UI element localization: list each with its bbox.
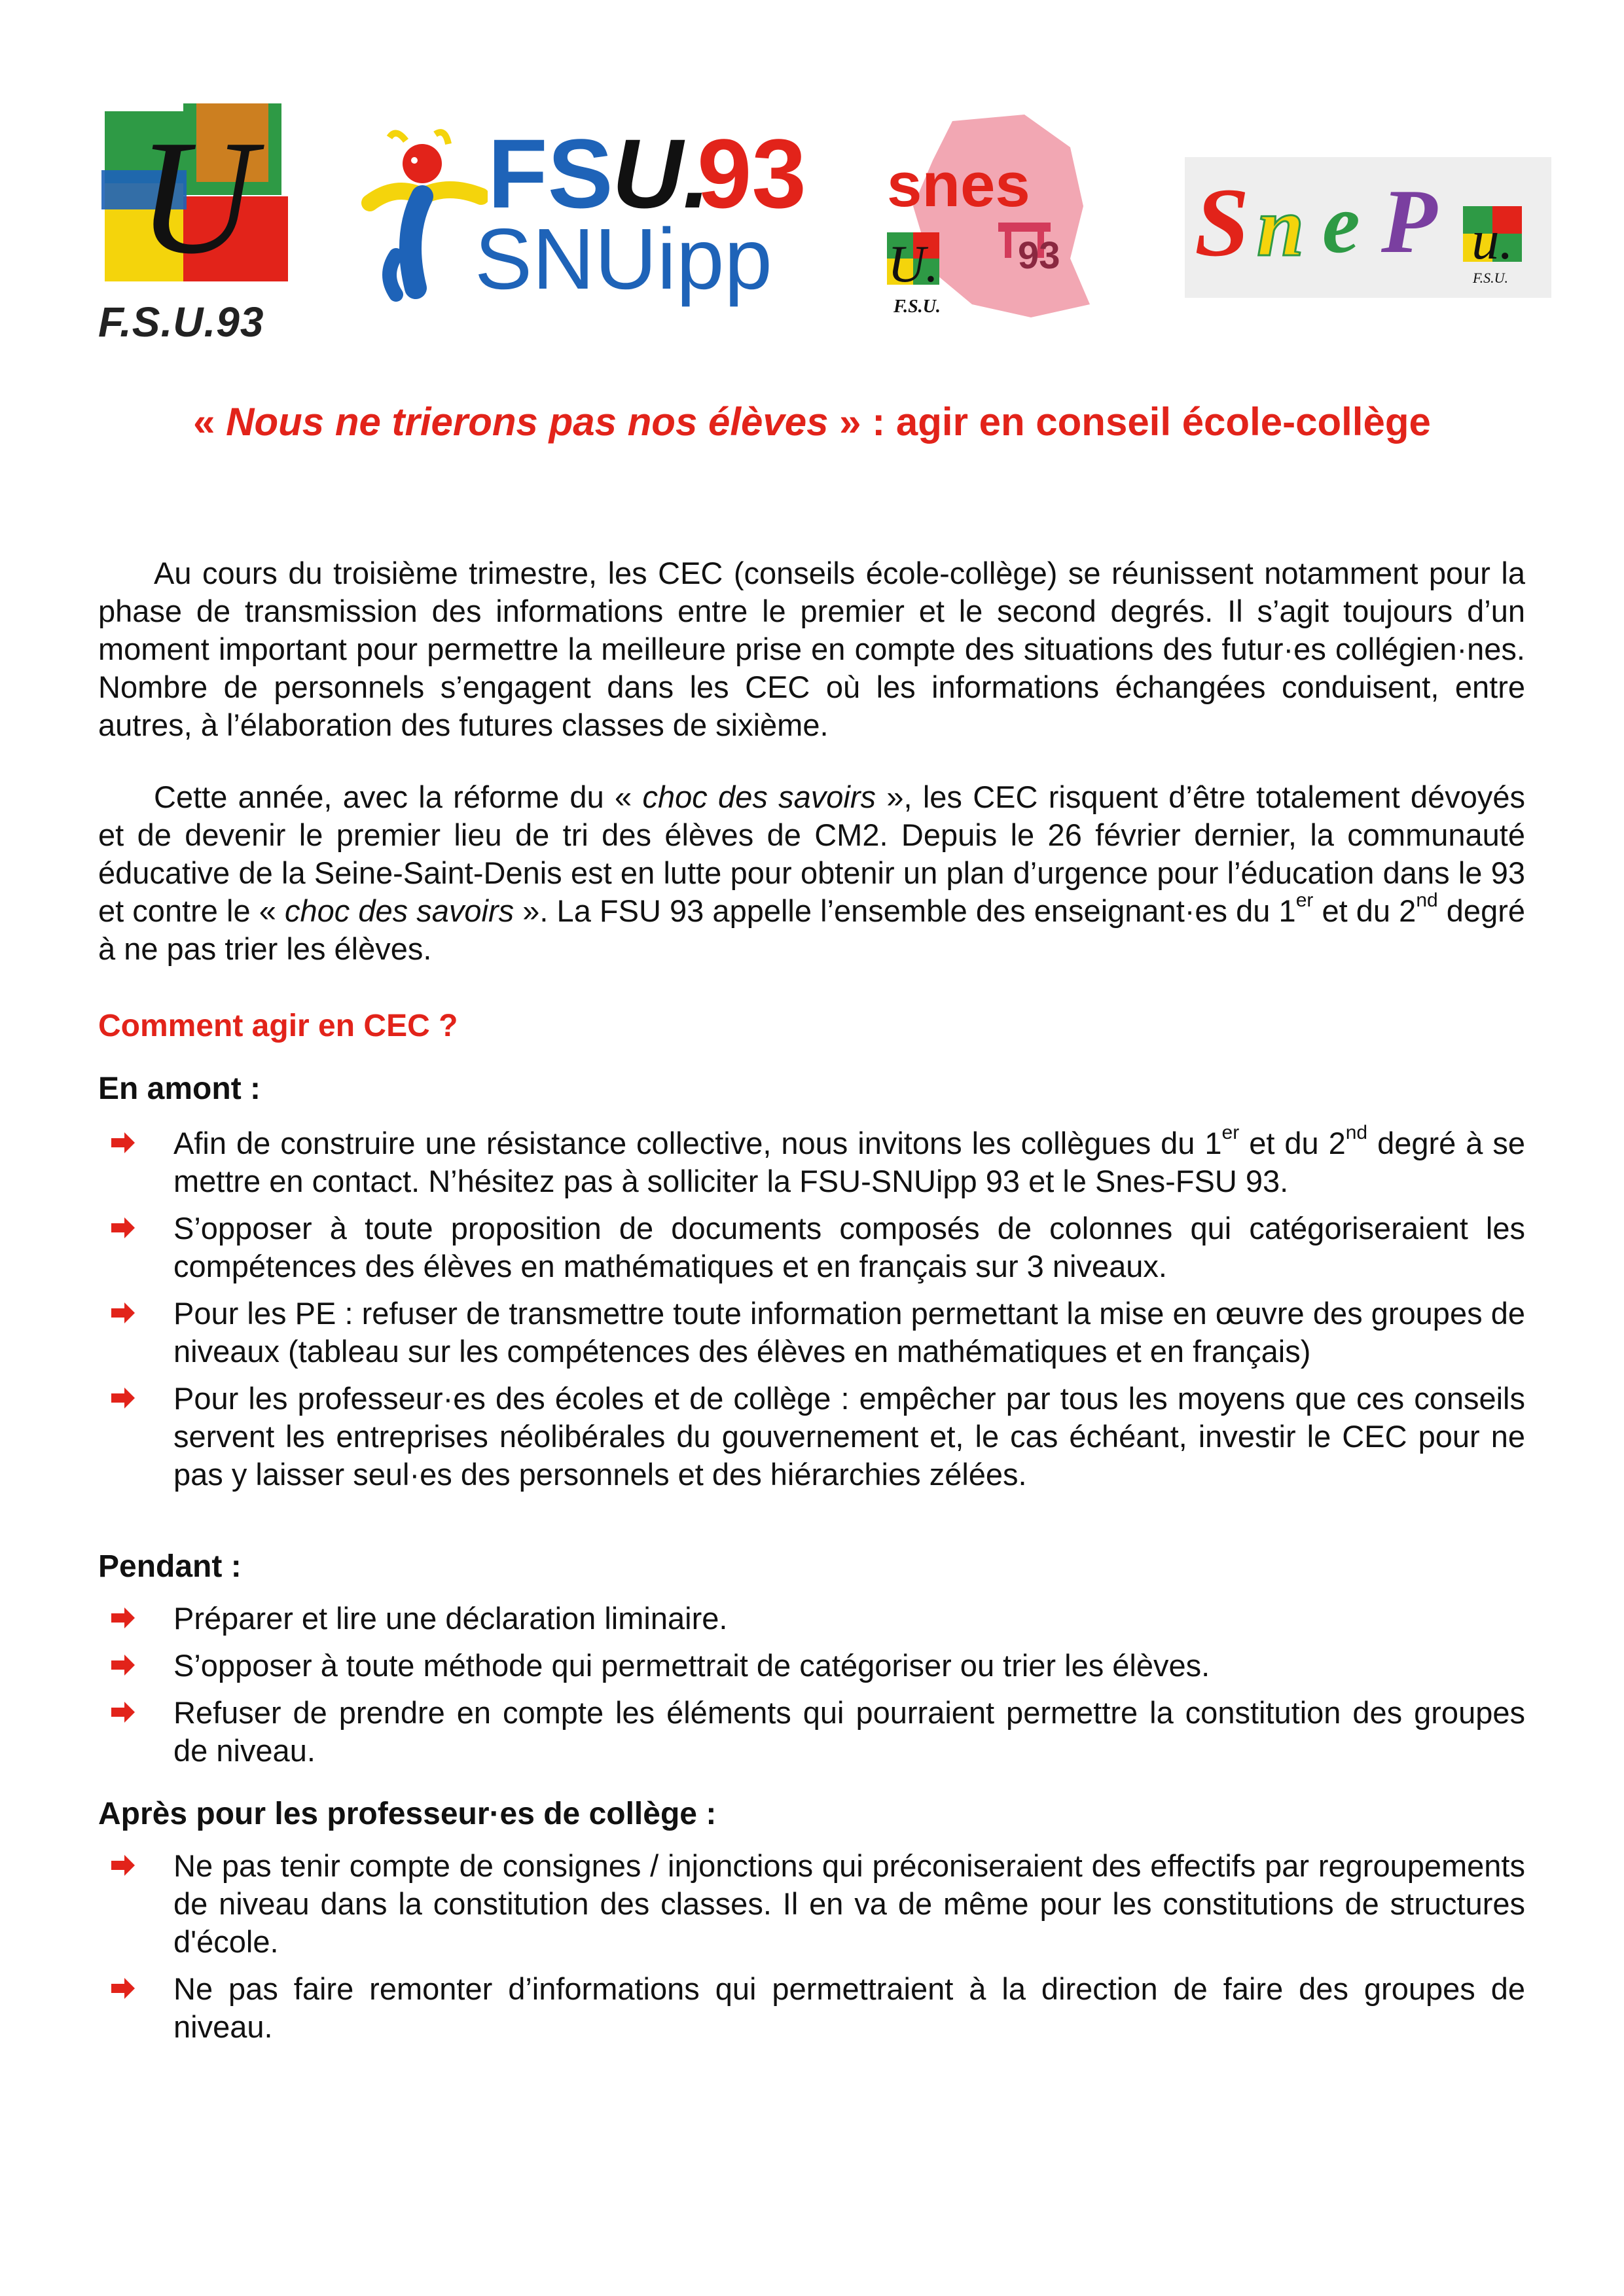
intro-paragraph-2: [98, 778, 1525, 968]
apres-item-text: Ne pas tenir compte de consignes / injonctions qui préconiseraient des effectifs par regroupements de niveau dans la constitution des classes. Il en va de même pour les constitutions de structures d'école.: [173, 1848, 1525, 1959]
list-item: [98, 1647, 1525, 1685]
para2-text-c: », les CEC risquent d’être totalement dévoyés et de devenir le premier lieu de tri des élèves de CM2. Depuis le 26 février dernier, la communauté éducative de la Seine-Saint-Denis est en lutte pour obtenir un plan d’urgence pour l’éducation dans le 93 et contre le «: [98, 780, 1525, 928]
snuipp-logo-u: U.: [612, 118, 710, 228]
para2-text-e: ». La FSU 93 appelle l’ensemble des enseignant·es du 1: [514, 893, 1296, 928]
amont-item2-text: S’opposer à toute proposition de documents composés de colonnes qui catégoriseraient les compétences des élèves en mathématiques et en français sur 3 niveaux.: [173, 1211, 1525, 1283]
svg-text:u.: u.: [1471, 209, 1513, 271]
red-arrow-bullet-icon: [110, 1300, 136, 1326]
list-item: [98, 1295, 1525, 1371]
list-item: [98, 1380, 1525, 1494]
list-item: [98, 1694, 1525, 1770]
red-arrow-bullet-icon: [110, 1975, 136, 2001]
red-arrow-bullet-icon: [110, 1652, 136, 1678]
child-figure-icon: [357, 124, 488, 308]
para2-text-g: degré à ne pas trier les élèves.: [98, 893, 1526, 966]
red-arrow-bullet-icon: [110, 1852, 136, 1878]
title-open-quote: «: [193, 400, 226, 444]
logos-header: [0, 92, 1624, 353]
title-rest: » : agir en conseil école-collège: [828, 400, 1431, 444]
amont-item1-a: Afin de construire une résistance collective, nous invitons les collègues du 1: [173, 1126, 1222, 1160]
red-arrow-bullet-icon: [110, 1385, 136, 1411]
snes93-logo-mark: [874, 108, 1096, 331]
intro-paragraph-1: Au cours du troisième trimestre, les CEC (conseils école-collège) se réunissent notamment pour la phase de transmission des informations entre le premier et le second degrés. Il s’agit toujours d’un moment important pour permettre la meilleure prise en compte des situations des futur·es collégien·nes. Nombre de personnels s’engagent dans les CEC où les informations échangées conduisent, entre autres, à l’élaboration des futures classes de sixième.: [98, 556, 1525, 742]
section-heading-comment-agir: Comment agir en CEC ?: [98, 1009, 458, 1043]
pendant-item-text: Préparer et lire une déclaration liminaire.: [173, 1601, 728, 1636]
list-item: [98, 1600, 1525, 1638]
red-arrow-bullet-icon: [110, 1605, 136, 1631]
list-pendant: [98, 1600, 1525, 1779]
red-arrow-bullet-icon: [110, 1130, 136, 1156]
svg-text:S: S: [1195, 168, 1250, 277]
para2-sup-er: er: [1295, 889, 1314, 912]
fsu93-logo-mark: [98, 98, 295, 295]
para2-choc-1: choc des savoirs: [642, 780, 876, 814]
title-slogan: Nous ne trierons pas nos élèves: [226, 400, 829, 444]
document-title: [0, 399, 1624, 444]
red-arrow-bullet-icon: [110, 1699, 136, 1725]
para2-choc-2: choc des savoirs: [284, 893, 514, 928]
amont-item1-sup-er: er: [1221, 1122, 1240, 1144]
list-apres: [98, 1847, 1525, 2055]
snuipp-logo-name: SNUipp: [475, 211, 772, 307]
para2-text-a: Cette année, avec la réforme du «: [154, 780, 643, 814]
svg-text:e: e: [1322, 177, 1360, 271]
list-item: [98, 1847, 1525, 1961]
svg-text:P: P: [1381, 171, 1437, 272]
svg-text:n: n: [1257, 180, 1305, 274]
para2-text-f: et du 2: [1313, 893, 1416, 928]
snep-logo-mark: [1185, 157, 1551, 298]
amont-item1-c: degré à se mettre en contact. N’hésitez pas à solliciter la FSU-SNUipp 93 et le Snes-FSU 93.: [173, 1126, 1525, 1198]
red-arrow-bullet-icon: [110, 1215, 136, 1241]
list-en-amont: [98, 1124, 1525, 1503]
svg-text:U.: U.: [888, 236, 939, 293]
heading-en-amont: En amont :: [98, 1071, 261, 1106]
snuipp-logo-93: 93: [697, 118, 806, 228]
fsu-snuipp93-logo: [357, 118, 815, 308]
heading-apres: Après pour les professeur·es de collège :: [98, 1797, 717, 1831]
snep-logo: [1185, 157, 1551, 298]
snes93-logo: [874, 108, 1096, 331]
apres-item-text: Ne pas faire remonter d’informations qui permettraient à la direction de faire des groupes de niveau.: [173, 1971, 1525, 2044]
snuipp-logo-fsu: FS: [488, 118, 613, 228]
fsu93-logo: [98, 98, 295, 347]
list-item: [98, 1124, 1525, 1200]
fsu93-logo-caption: F.S.U.93: [98, 298, 264, 346]
pendant-item-text: S’opposer à toute méthode qui permettrait de catégoriser ou trier les élèves.: [173, 1648, 1210, 1683]
amont-item1-sup-nd: nd: [1345, 1122, 1368, 1144]
svg-text:F.S.U.: F.S.U.: [893, 296, 941, 317]
svg-text:snes: snes: [887, 150, 1030, 220]
heading-pendant: Pendant :: [98, 1549, 242, 1584]
amont-item3-text: Pour les PE : refuser de transmettre toute information permettant la mise en œuvre des groupes de niveaux (tableau sur les compétences des élèves en mathématiques et en français): [173, 1296, 1525, 1369]
pendant-item-text: Refuser de prendre en compte les éléments qui pourraient permettre la constitution des groupes de niveau.: [173, 1695, 1525, 1768]
amont-item4-text: Pour les professeur·es des écoles et de collège : empêcher par tous les moyens que ces conseils servent les entreprises néolibérales du gouvernement et, le cas échéant, investir le CEC pour ne pas y laisser seul·es des personnels et des hiérarchies zélées.: [173, 1381, 1525, 1492]
svg-text:F.S.U.: F.S.U.: [1473, 270, 1508, 286]
svg-text:93: 93: [1018, 234, 1060, 277]
amont-item1-b: et du 2: [1239, 1126, 1346, 1160]
svg-text:U: U: [137, 107, 256, 288]
list-item: [98, 1210, 1525, 1285]
list-item: [98, 1970, 1525, 2046]
para2-sup-nd: nd: [1416, 889, 1438, 912]
